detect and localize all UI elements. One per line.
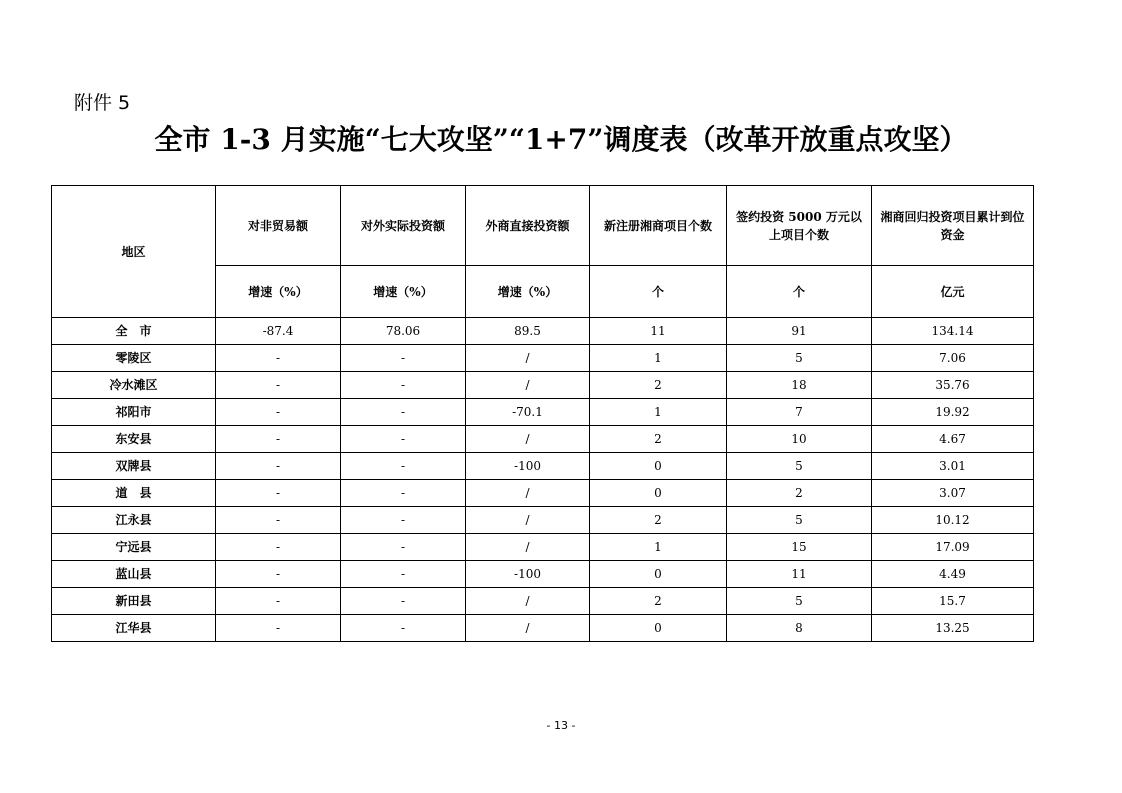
value-cell: 7.06 (872, 345, 1034, 372)
value-cell: - (216, 615, 341, 642)
region-cell: 祁阳市 (52, 399, 216, 426)
value-cell: 15 (727, 534, 872, 561)
value-cell: 4.49 (872, 561, 1034, 588)
value-cell: - (216, 399, 341, 426)
column-header: 签约投资 5000 万元以上项目个数 (727, 186, 872, 266)
table-row (52, 480, 1034, 507)
value-cell: 18 (727, 372, 872, 399)
table-row (52, 453, 1034, 480)
value-cell: - (216, 426, 341, 453)
value-cell: / (466, 588, 590, 615)
column-header: 湘商回归投资项目累计到位资金 (872, 186, 1034, 266)
value-cell: 17.09 (872, 534, 1034, 561)
value-cell: - (341, 534, 466, 561)
column-header: 新注册湘商项目个数 (590, 186, 727, 266)
value-cell: - (341, 615, 466, 642)
value-cell: - (341, 453, 466, 480)
value-cell: - (341, 426, 466, 453)
value-cell: - (216, 345, 341, 372)
value-cell: - (341, 507, 466, 534)
table-row (52, 588, 1034, 615)
value-cell: 0 (590, 615, 727, 642)
value-cell: / (466, 345, 590, 372)
value-cell: 13.25 (872, 615, 1034, 642)
value-cell: - (216, 507, 341, 534)
value-cell: - (216, 453, 341, 480)
region-cell: 零陵区 (52, 345, 216, 372)
attachment-label: 附件 5 (74, 92, 131, 114)
value-cell: / (466, 534, 590, 561)
region-cell: 全 市 (52, 318, 216, 345)
unit-header: 增速（%） (466, 266, 590, 318)
value-cell: 19.92 (872, 399, 1034, 426)
value-cell: 35.76 (872, 372, 1034, 399)
value-cell: - (341, 588, 466, 615)
value-cell: 78.06 (341, 318, 466, 345)
table-row (52, 615, 1034, 642)
value-cell: -87.4 (216, 318, 341, 345)
value-cell: - (341, 480, 466, 507)
region-cell: 江华县 (52, 615, 216, 642)
value-cell: 1 (590, 399, 727, 426)
value-cell: 11 (727, 561, 872, 588)
value-cell: 5 (727, 453, 872, 480)
value-cell: 11 (590, 318, 727, 345)
value-cell: 0 (590, 561, 727, 588)
region-cell: 江永县 (52, 507, 216, 534)
value-cell: / (466, 507, 590, 534)
unit-header: 个 (727, 266, 872, 318)
column-header: 对外实际投资额 (341, 186, 466, 266)
value-cell: 91 (727, 318, 872, 345)
value-cell: - (216, 372, 341, 399)
value-cell: 10.12 (872, 507, 1034, 534)
region-header: 地区 (52, 186, 216, 318)
table-row (52, 534, 1034, 561)
value-cell: 1 (590, 534, 727, 561)
value-cell: 7 (727, 399, 872, 426)
value-cell: 89.5 (466, 318, 590, 345)
region-cell: 东安县 (52, 426, 216, 453)
value-cell: - (341, 372, 466, 399)
value-cell: 2 (590, 588, 727, 615)
value-cell: 0 (590, 480, 727, 507)
value-cell: 5 (727, 507, 872, 534)
value-cell: / (466, 372, 590, 399)
value-cell: 2 (727, 480, 872, 507)
region-cell: 双牌县 (52, 453, 216, 480)
region-cell: 宁远县 (52, 534, 216, 561)
value-cell: -100 (466, 453, 590, 480)
value-cell: -70.1 (466, 399, 590, 426)
value-cell: 134.14 (872, 318, 1034, 345)
value-cell: 5 (727, 345, 872, 372)
region-cell: 蓝山县 (52, 561, 216, 588)
header-row-names (52, 186, 1034, 266)
table-row (52, 426, 1034, 453)
value-cell: 8 (727, 615, 872, 642)
table-row (52, 345, 1034, 372)
value-cell: / (466, 426, 590, 453)
column-header: 对非贸易额 (216, 186, 341, 266)
region-cell: 冷水滩区 (52, 372, 216, 399)
region-cell: 道 县 (52, 480, 216, 507)
value-cell: 2 (590, 372, 727, 399)
value-cell: - (216, 480, 341, 507)
table-row (52, 399, 1034, 426)
value-cell: 2 (590, 426, 727, 453)
page-number: - 13 - (546, 719, 576, 732)
value-cell: 3.01 (872, 453, 1034, 480)
value-cell: - (341, 561, 466, 588)
unit-header: 增速（%） (216, 266, 341, 318)
value-cell: - (341, 399, 466, 426)
table-row (52, 507, 1034, 534)
unit-header: 增速（%） (341, 266, 466, 318)
value-cell: 1 (590, 345, 727, 372)
document-title: 全市 1-3 月实施“七大攻坚”“1+7”调度表（改革开放重点攻坚） (154, 123, 968, 156)
value-cell: 5 (727, 588, 872, 615)
value-cell: / (466, 615, 590, 642)
value-cell: 4.67 (872, 426, 1034, 453)
table-row (52, 372, 1034, 399)
value-cell: 2 (590, 507, 727, 534)
value-cell: 15.7 (872, 588, 1034, 615)
column-header: 外商直接投资额 (466, 186, 590, 266)
value-cell: - (216, 588, 341, 615)
table-row (52, 318, 1034, 345)
value-cell: 0 (590, 453, 727, 480)
unit-header: 个 (590, 266, 727, 318)
unit-header: 亿元 (872, 266, 1034, 318)
region-cell: 新田县 (52, 588, 216, 615)
value-cell: -100 (466, 561, 590, 588)
value-cell: - (341, 345, 466, 372)
value-cell: 3.07 (872, 480, 1034, 507)
value-cell: / (466, 480, 590, 507)
table-row (52, 561, 1034, 588)
value-cell: - (216, 534, 341, 561)
value-cell: 10 (727, 426, 872, 453)
value-cell: - (216, 561, 341, 588)
dispatch-table (51, 185, 1034, 642)
